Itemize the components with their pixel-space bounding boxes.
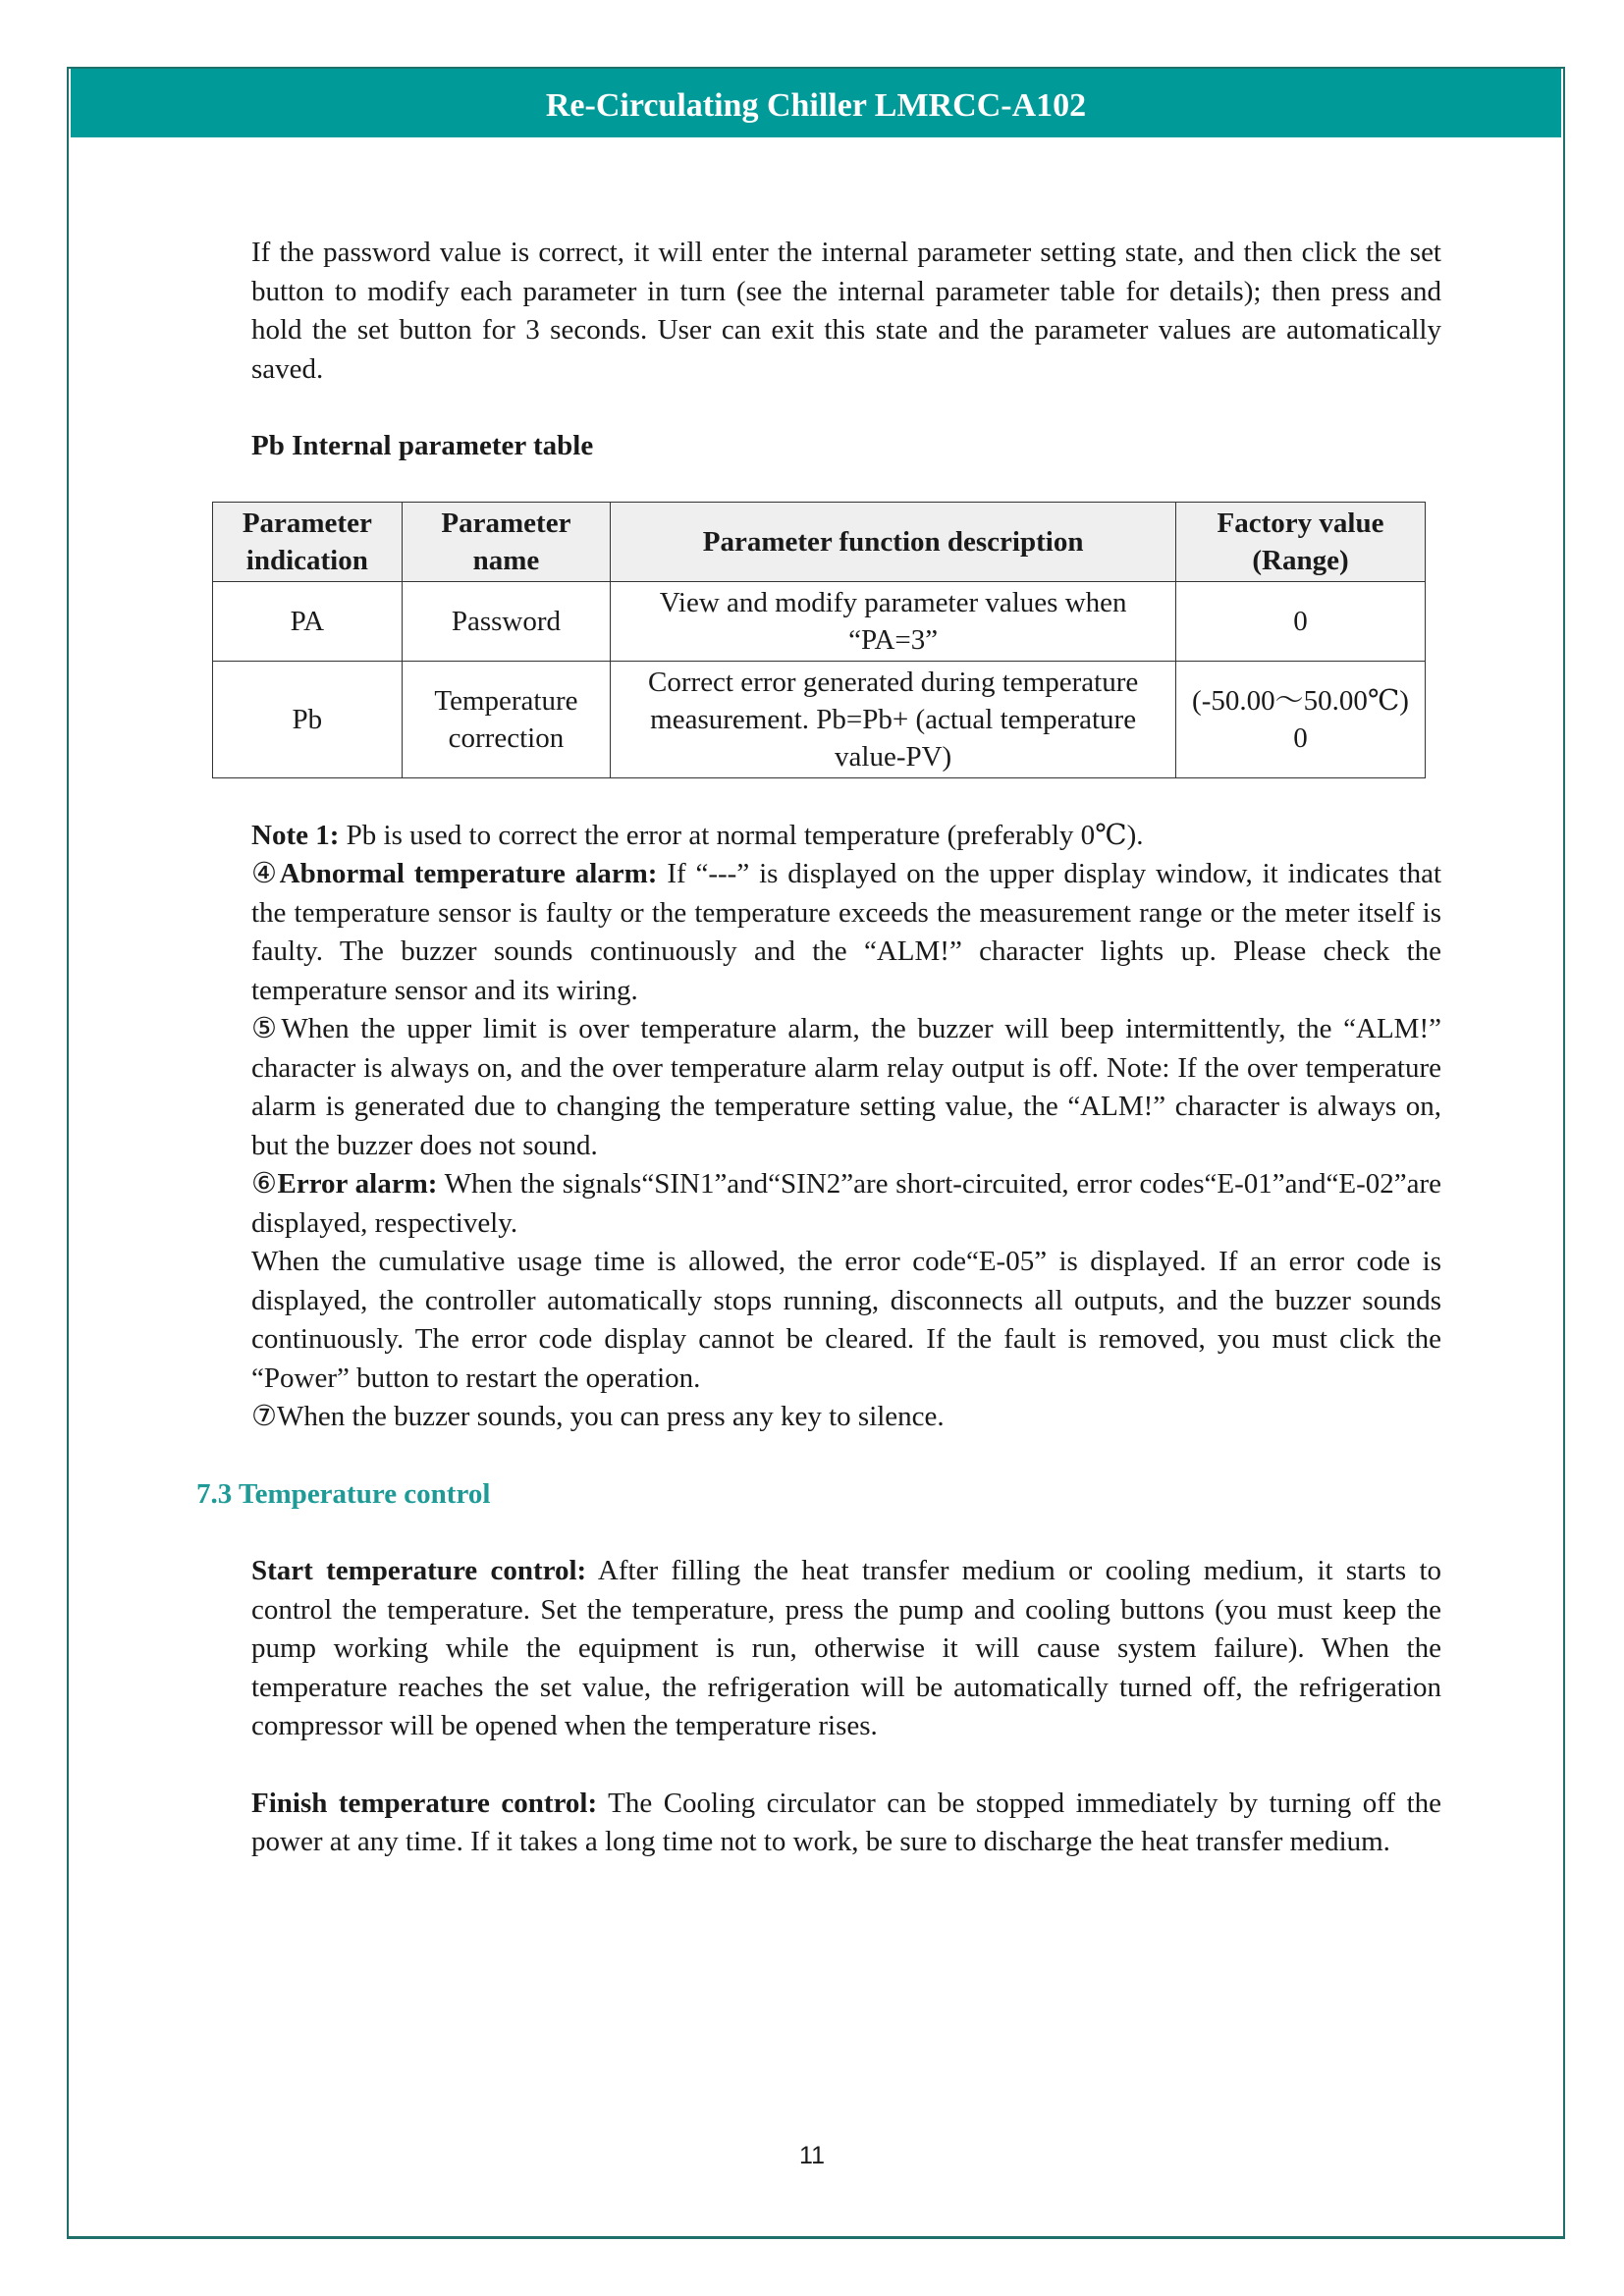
table-cell: 0 xyxy=(1176,581,1426,661)
header-title: Re-Circulating Chiller LMRCC-A102 xyxy=(545,87,1087,124)
table-header-cell: Parameter function description xyxy=(611,502,1176,581)
finish-paragraph xyxy=(251,1785,1441,1862)
table-header-cell: Parameter indication xyxy=(213,502,403,581)
item-5 xyxy=(251,1010,1441,1165)
note-1-label: Note 1: xyxy=(251,819,340,851)
table-row xyxy=(213,581,1426,661)
page-number: 11 xyxy=(799,2142,825,2169)
item-4-text: If “---” is displayed on the upper display window, it indicates that the temperature sensor is faulty or the temperature exceeds the measurement range or the meter itself is faulty. The buzzer sounds continuously and the “ALM!” character lights up. Please check the temperature sensor and its wiring. xyxy=(251,858,1442,1006)
circled-4-marker: ④ xyxy=(251,858,280,889)
table-header-cell: Factory value (Range) xyxy=(1176,502,1426,581)
item-4-label: Abnormal temperature alarm: xyxy=(279,858,658,889)
section-title: 7.3 Temperature control xyxy=(196,1477,491,1510)
table-cell: View and modify parameter values when “PA=3” xyxy=(611,581,1176,661)
cumulative-paragraph: When the cumulative usage time is allowed, the error code“E-05” is displayed. If an error code is displayed, the controller automatically stops running, disconnects all outputs, and the buzzer sounds continuously. The error code display cannot be cleared. If the fault is removed, you must click the “Power” button to restart the operation. xyxy=(251,1246,1441,1394)
table-header-row xyxy=(213,502,1426,581)
start-label: Start temperature control: xyxy=(251,1555,587,1586)
note-1-text: Pb is used to correct the error at normal temperature (preferably 0℃). xyxy=(339,819,1144,851)
table-row xyxy=(213,661,1426,777)
start-paragraph xyxy=(251,1552,1441,1746)
page-header xyxy=(71,69,1561,137)
table-cell: Temperature correction xyxy=(402,661,611,777)
table-header-cell: Parameter name xyxy=(402,502,611,581)
finish-text: The Cooling circulator can be stopped immediately by turning off the power at any time. If it takes a long time not to work, be sure to discharge the heat transfer medium. xyxy=(251,1787,1442,1857)
circled-6-marker: ⑥ xyxy=(251,1168,278,1200)
item-7-text: When the buzzer sounds, you can press any key to silence. xyxy=(277,1401,945,1432)
item-6-text: When the signals“SIN1”and“SIN2”are short-circuited, error codes“E-01”and“E-02”are displayed, respectively. xyxy=(251,1168,1442,1239)
page-content xyxy=(196,234,1442,1862)
item-6 xyxy=(251,1165,1441,1243)
table-cell: Password xyxy=(402,581,611,661)
item-5-text: When the upper limit is over temperature alarm, the buzzer will beep intermittently, the “ALM!” character is always on, and the over temperature alarm relay output is off. Note: If the over temperature alarm is generated due to changing the temperature setting value, the “ALM!” character is always on, but the buzzer does not sound. xyxy=(251,1013,1441,1161)
table-cell: Correct error generated during temperature measurement. Pb=Pb+ (actual temperature value-PV) xyxy=(611,661,1176,777)
internal-parameter-table xyxy=(212,502,1426,778)
item-4 xyxy=(251,855,1441,1010)
finish-label: Finish temperature control: xyxy=(251,1787,598,1819)
item-7 xyxy=(251,1398,1441,1437)
circled-5-marker: ⑤ xyxy=(251,1013,282,1044)
circled-7-marker: ⑦ xyxy=(251,1401,277,1432)
note-1 xyxy=(251,817,1441,856)
intro-paragraph: If the password value is correct, it will enter the internal parameter setting state, and then click the set button to modify each parameter in turn (see the internal parameter table for details); then press and hold the set button for 3 seconds. User can exit this state and the parameter values are automatically saved. xyxy=(251,237,1441,385)
table-cell: PA xyxy=(213,581,403,661)
table-title: Pb Internal parameter table xyxy=(251,430,594,461)
start-text: After filling the heat transfer medium or cooling medium, it starts to control the temperature. Set the temperature, press the pump and cooling buttons (you must keep the pump working while the equipment is run, otherwise it will cause system failure). When the temperature reaches the set value, the refrigeration will be automatically turned off, the refrigeration compressor will be opened when the temperature rises. xyxy=(251,1555,1441,1741)
item-6-label: Error alarm: xyxy=(277,1168,438,1200)
table-cell: Pb xyxy=(213,661,403,777)
table-cell: (-50.00～50.00℃) 0 xyxy=(1176,661,1426,777)
